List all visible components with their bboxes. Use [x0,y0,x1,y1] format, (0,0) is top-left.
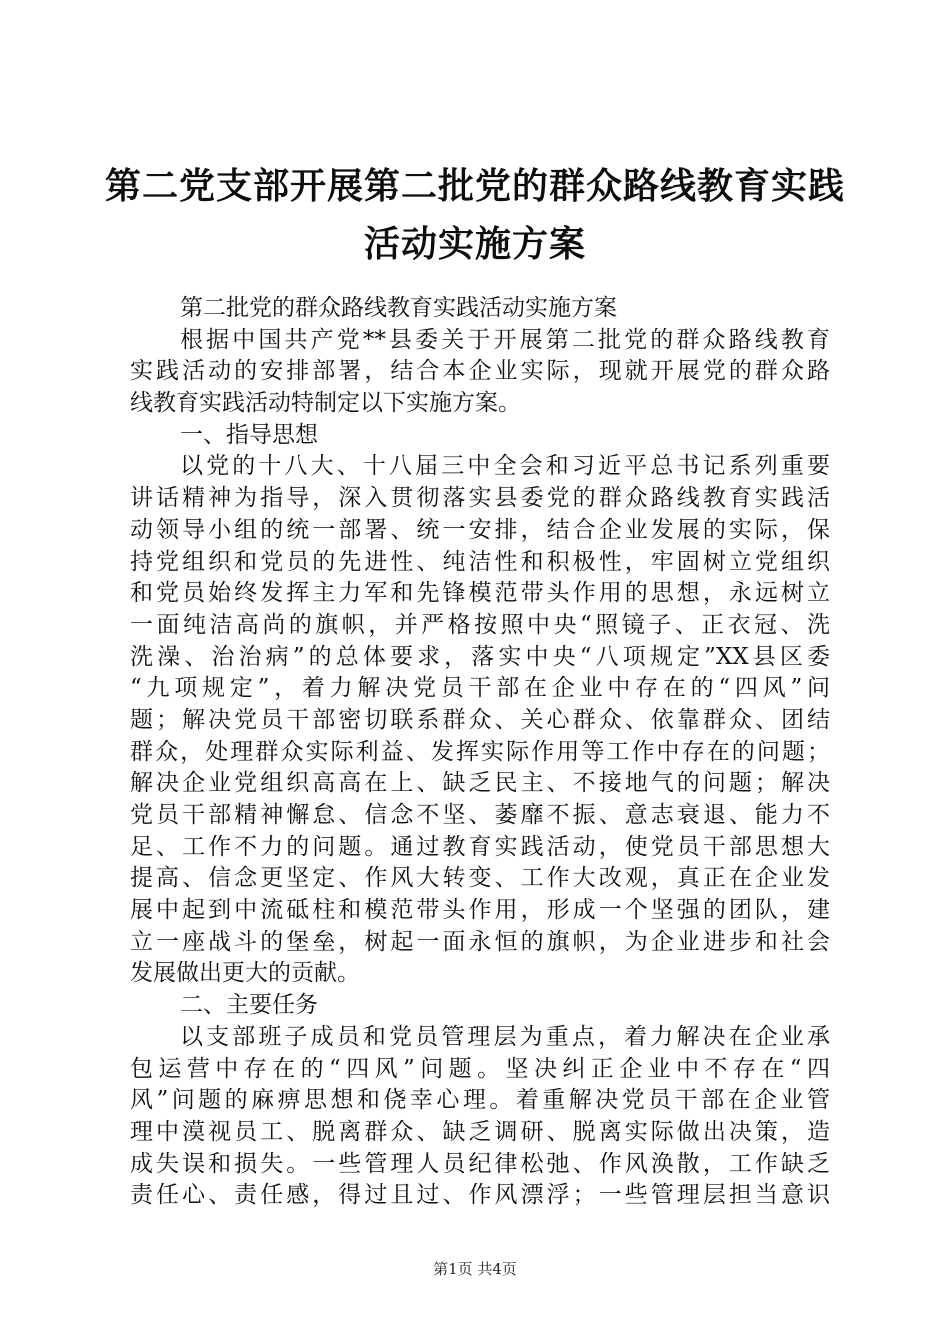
body-text-line: 群众，处理群众实际利益、发挥实际作用等工作中存在的问题； [130,738,830,765]
body-text-line: 实践活动的安排部署，结合本企业实际，现就开展党的群众路 [130,358,830,385]
body-text-line: 线教育实践活动特制定以下实施方案。 [130,390,521,417]
document-title-line-2: 活动实施方案 [363,224,586,265]
body-text-line: 动领导小组的统一部署、统一安排，结合企业发展的实际，保 [130,516,830,543]
body-text-line: 足、工作不力的问题。通过教育实践活动，使党员干部思想大 [130,833,830,860]
body-text-line: 党员干部精神懈怠、信念不坚、萎靡不振、意志衰退、能力不 [130,802,830,828]
body-text-line: 包运营中存在的“四风”问题。坚决纠正企业中不存在“四 [130,1055,830,1082]
body-text-line: 二、主要任务 [180,992,318,1019]
body-text-line: “九项规定”，着力解决党员干部在企业中存在的“四风”问 [130,675,830,702]
body-text-line: 持党组织和党员的先进性、纯洁性和积极性，牢固树立党组织 [130,548,830,575]
body-text-line: 讲话精神为指导，深入贯彻落实县委党的群众路线教育实践活 [130,485,830,512]
page-footer: 第1页 共4页 [433,1260,517,1278]
body-text-line: 提高、信念更坚定、作风大转变、工作大改观，真正在企业发 [130,865,830,892]
body-text-line: 和党员始终发挥主力军和先锋模范带头作用的思想，永远树立 [130,580,830,607]
body-text-line: 第二批党的群众路线教育实践活动实施方案 [180,295,617,321]
body-text-line: 题；解决党员干部密切联系群众、关心群众、依靠群众、团结 [130,706,830,733]
body-text-line: 一面纯洁高尚的旗帜，并严格按照中央“照镜子、正衣冠、洗 [130,611,830,638]
body-text-line: 责任心、责任感，得过且过、作风漂浮；一些管理层担当意识 [130,1182,830,1209]
document-title-line-1: 第二党支部开展第二批党的群众路线教育实践 [104,166,845,207]
body-text-line: 发展做出更大的贡献。 [130,960,360,987]
body-text-line: 根据中国共产党**县委关于开展第二批党的群众路线教育 [180,326,830,353]
body-text-line: 理中漠视员工、脱离群众、缺乏调研、脱离实际做出决策，造 [130,1118,830,1145]
body-text-line: 成失误和损失。一些管理人员纪律松弛、作风涣散，工作缺乏 [130,1150,830,1177]
body-text-line: 以党的十八大、十八届三中全会和习近平总书记系列重要 [180,453,830,480]
body-text-line: 洗澡、治治病”的总体要求，落实中央“八项规定”XX县区委 [130,643,830,670]
body-text-line: 展中起到中流砥柱和模范带头作用，形成一个坚强的团队，建 [130,897,830,924]
body-text-line: 解决企业党组织高高在上、缺乏民主、不接地气的问题；解决 [130,770,830,797]
body-text-line: 立一座战斗的堡垒，树起一面永恒的旗帜，为企业进步和社会 [130,928,830,955]
document-body [130,293,830,1212]
body-text-line: 以支部班子成员和党员管理层为重点，着力解决在企业承 [180,1023,830,1050]
body-text-line: 一、指导思想 [180,421,318,448]
body-text-line: 风”问题的麻痹思想和侥幸心理。着重解决党员干部在企业管 [130,1087,830,1114]
